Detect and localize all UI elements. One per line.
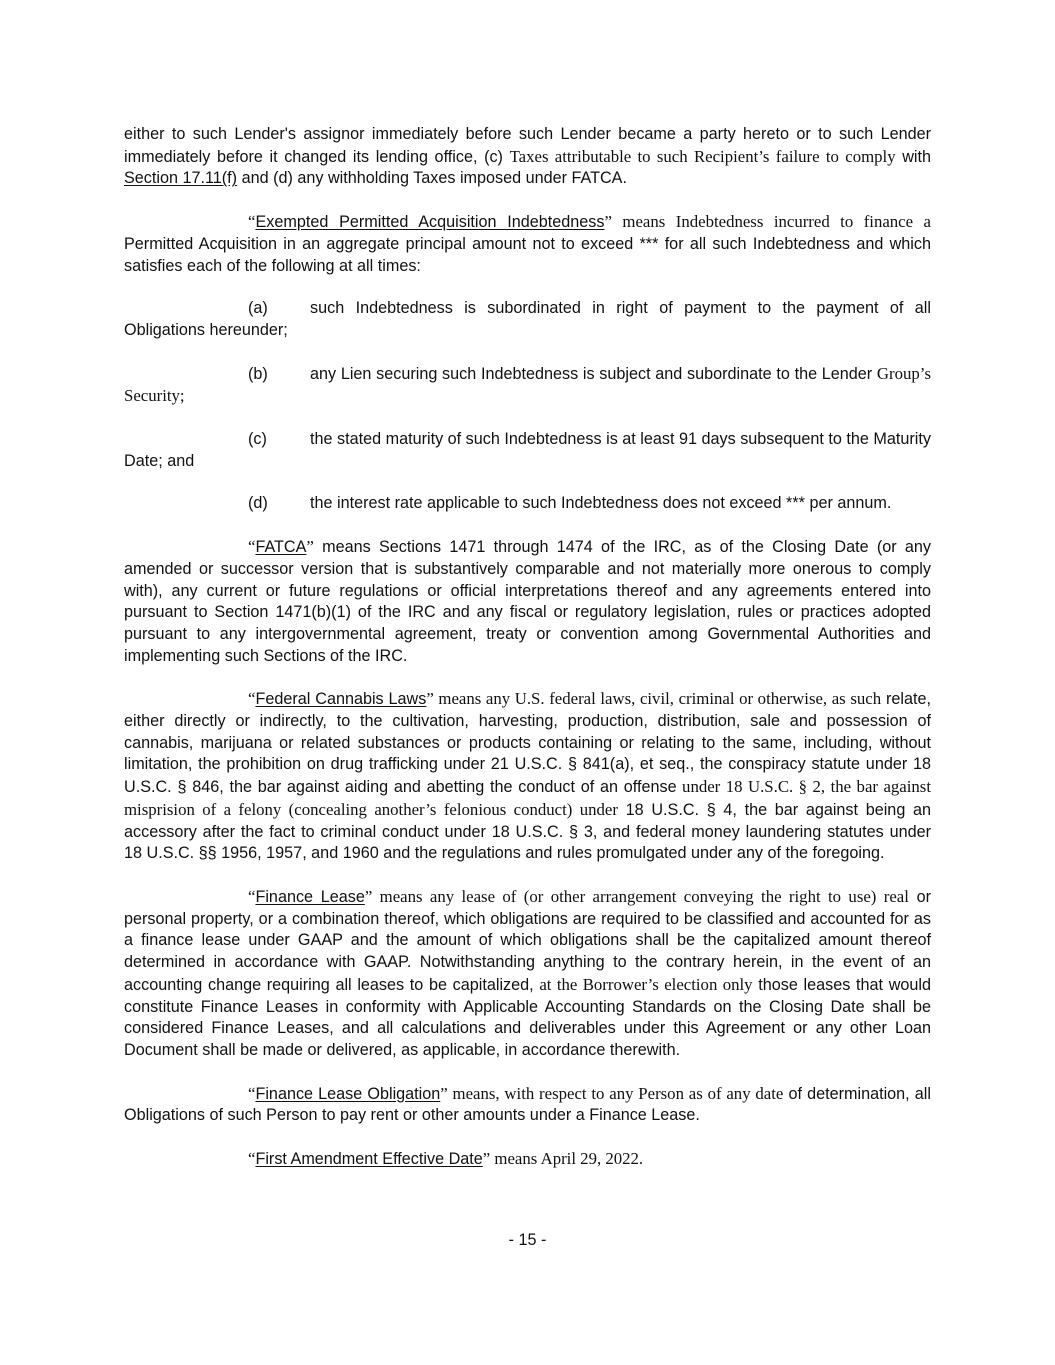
list-label: (c) — [248, 430, 267, 449]
definition-text-a: means, with respect to any Person as of any date — [447, 1083, 784, 1103]
list-text: the interest rate applicable to such Indebtedness does not exceed *** per annum. — [310, 494, 892, 513]
definition-text-d: those leases that would constitute Finance Leases in conformity with Applicable Accounting Standards on the Closing Date shall be considered Finance Leases, and all calculations and deliverables under this Agreement or any other Loan Document shall be made or delivered, as applicable, in accordance therewith. — [124, 975, 931, 1059]
list-label: (d) — [248, 494, 268, 513]
definition-federal-cannabis-laws — [124, 688, 931, 865]
definition-exempted — [124, 211, 931, 277]
definition-text-b: Permitted Acquisition in an aggregate principal amount not to exceed *** for all such Indebtedness and which satisfies each of the following at all times: — [124, 234, 931, 275]
close-quote: ” — [440, 1083, 448, 1103]
list-item-a — [124, 298, 931, 341]
definition-text: means April 29, 2022. — [490, 1149, 644, 1169]
definition-text-b: or personal property, or a combination thereof, which obligations are required to be classified and accounted for as a finance lease under GAAP and the amount of which obligations shall be the capitalized amount thereof determined in accordance with GAAP. Notwithstanding anything to the contrary herein, in the event of an accounting change requiring all leases to be capitalized, — [124, 887, 931, 994]
close-quote: ” — [306, 537, 314, 557]
open-quote: “ — [248, 1083, 256, 1103]
continuation-text-b: Taxes attributable to such Recipient’s failure to comply — [509, 146, 896, 166]
list-text-b: Group’s Security; — [124, 363, 931, 406]
definition-text-a: means any lease of (or other arrangement conveying the right to use) real — [372, 886, 909, 906]
definition-text-c: determination, all Obligations of such Person to pay rent or other amounts under a Finance Lease. — [124, 1084, 931, 1125]
defined-term: Finance Lease Obligation — [255, 1084, 441, 1103]
continuation-text-a: either to such Lender's assignor immediately before such Lender became a party hereto or to such Lender immediately before it changed its lending office, (c) — [124, 125, 931, 166]
definition-finance-lease — [124, 886, 931, 1062]
list-text: such Indebtedness is subordinated in right of payment to the payment of all Obligations hereunder; — [124, 299, 931, 339]
definition-finance-lease-obligation — [124, 1083, 931, 1127]
definition-text-a: means any U.S. federal laws, civil, criminal or otherwise, as such — [433, 689, 882, 709]
definition-text-c: under 18 U.S.C. § 2, the bar against misprision of a felony (concealing another’s felonious conduct) under — [124, 777, 931, 819]
list-label: (b) — [248, 364, 268, 383]
definition-fatca — [124, 536, 931, 667]
list-item-c — [124, 429, 931, 472]
open-quote: “ — [248, 212, 256, 232]
list-item-d — [124, 493, 931, 515]
definition-text-a: means Indebtedness incurred to finance a — [611, 212, 931, 232]
page-number: - 15 - — [508, 1231, 547, 1249]
definition-first-amendment-effective-date — [124, 1148, 931, 1171]
open-quote: “ — [248, 1149, 256, 1169]
definition-text: means Sections 1471 through 1474 of the IRC, as of the Closing Date (or any amended or successor version that is substantively comparable and not materially more onerous to comply with), any current or future regulations or official interpretations thereof and any agreements entered into pursuant to Section 1471(b)(1) of the IRC and any fiscal or regulatory legislation, rules or practices adopted pursuant to any intergovernmental agreement, treaty or convention among Governmental Authorities and implementing such Sections of the IRC. — [124, 538, 931, 665]
defined-term: Federal Cannabis Laws — [255, 690, 427, 709]
defined-term: First Amendment Effective Date — [255, 1150, 483, 1169]
open-quote: “ — [248, 886, 256, 906]
close-quote: ” — [604, 212, 612, 232]
document-page — [124, 124, 931, 1192]
open-quote: “ — [248, 537, 256, 557]
definition-text-c: at the Borrower’s election only — [539, 974, 753, 994]
defined-term: Exempted Permitted Acquisition Indebtedness — [255, 213, 605, 232]
defined-term: FATCA — [255, 538, 307, 557]
list-label: (a) — [248, 299, 268, 318]
close-quote: ” — [482, 1149, 491, 1169]
list-item-b — [124, 363, 931, 408]
continuation-text-d: and (d) any withholding Taxes imposed under FATCA. — [237, 169, 627, 188]
open-quote: “ — [248, 689, 256, 709]
continuation-text-c: with — [895, 147, 931, 166]
list-text-a: any Lien securing such Indebtedness is subject and subordinate to the Lender — [310, 364, 877, 383]
definition-text-b: of — [783, 1084, 802, 1103]
defined-term: Finance Lease — [255, 887, 365, 906]
section-reference: Section 17.11(f) — [124, 169, 238, 188]
close-quote: ” — [426, 689, 434, 709]
close-quote: ” — [364, 886, 373, 906]
list-text: the stated maturity of such Indebtedness is at least 91 days subsequent to the Maturity Date; and — [124, 430, 931, 470]
definition-text-d: 18 U.S.C. § 4, the bar against being an accessory after the fact to criminal conduct under 18 U.S.C. § 3, and federal money laundering statutes under 18 U.S.C. §§ 1956, 1957, and 1960 and the regulations and rules promulgated under any of the foregoing. — [124, 800, 932, 863]
definition-text-b: relate, either directly or indirectly, to the cultivation, harvesting, production, distribution, sale and possession of cannabis, marijuana or related substances or products containing or relating to the same, including, without limitation, the prohibition on drug trafficking under 21 U.S.C. § 841(a), et seq., the conspiracy statute under 18 U.S.C. § 846, the bar against aiding and abetting the conduct of an offense — [124, 690, 931, 797]
continuation-paragraph — [124, 124, 931, 190]
